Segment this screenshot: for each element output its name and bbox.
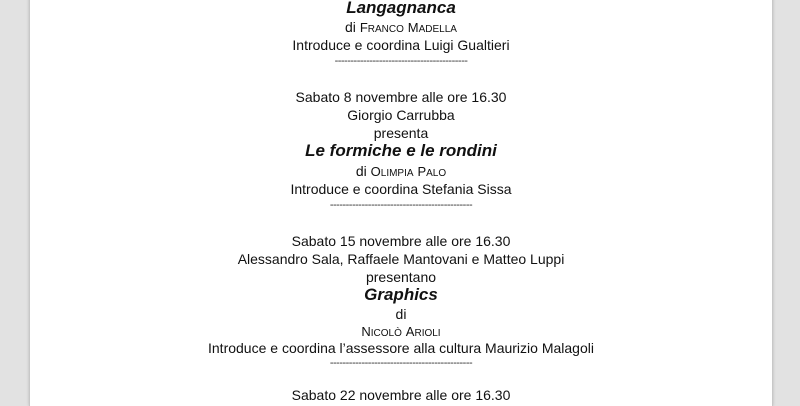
moderator-line: Introduce e coordina Stefania Sissa	[290, 181, 512, 197]
separator-line: ---------------------------------------------	[329, 199, 473, 211]
book-author: di FRANCO MADELLA	[345, 19, 457, 35]
separator-line: ------------------------------------------	[334, 55, 468, 67]
event-date: Sabato 22 novembre alle ore 16.30	[291, 387, 511, 403]
book-title: Graphics	[364, 285, 438, 304]
event-date: Sabato 8 novembre alle ore 16.30	[295, 89, 507, 105]
presenter-line: Giorgio Carrubba	[347, 107, 455, 123]
moderator-line: Introduce e coordina Luigi Gualtieri	[292, 37, 510, 53]
book-title: Le formiche e le rondini	[305, 141, 497, 160]
presenter-verb: presentano	[365, 269, 437, 285]
presenter-verb: presenta	[373, 125, 429, 141]
moderator-line: Introduce e coordina l’assessore alla cultura Maurizio Malagoli	[208, 340, 594, 356]
author-prefix: di	[395, 306, 407, 322]
book-author: NICOLÒ ARIOLI	[361, 324, 441, 339]
book-author: di OLIMPIA PALO	[355, 163, 447, 179]
presenter-line: Alessandro Sala, Raffaele Mantovani e Matteo Luppi	[237, 251, 565, 267]
book-title: Langagnanca	[346, 0, 456, 17]
separator-line: ---------------------------------------------	[329, 357, 473, 369]
event-date: Sabato 15 novembre alle ore 16.30	[291, 233, 511, 249]
document-page	[29, 0, 773, 406]
